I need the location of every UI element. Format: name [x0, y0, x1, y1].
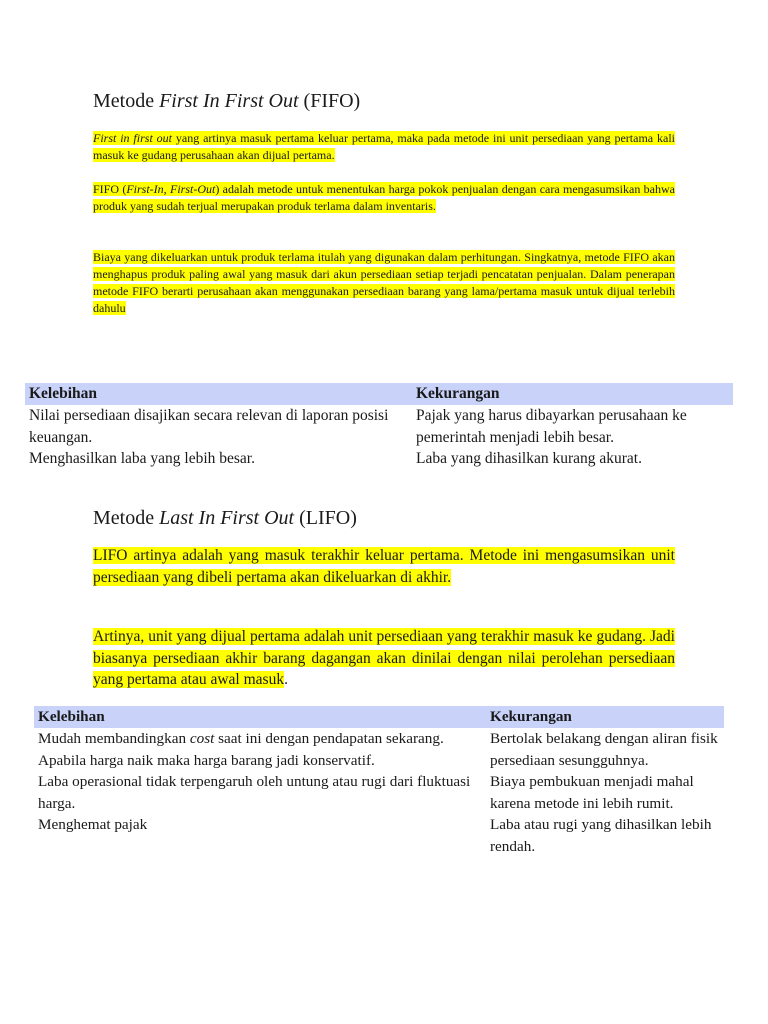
lifo-p2-end: .: [284, 671, 288, 688]
list-item: Laba yang dihasilkan kurang akurat.: [416, 450, 642, 467]
lifo-heading-pre: Metode: [93, 507, 160, 529]
fifo-paragraph-3: [93, 249, 675, 317]
fifo-heading: [93, 89, 360, 113]
list-item: Laba atau rugi yang dihasilkan lebih rendah.: [490, 816, 712, 855]
lifo-adv1-italic: cost: [189, 730, 215, 747]
lifo-paragraph-1: [93, 545, 675, 588]
list-item: Laba operasional tidak terpengaruh oleh untung atau rugi dari fluktuasi harga.: [38, 773, 471, 812]
list-item: Bertolak belakang dengan aliran fisik persediaan sesungguhnya.: [490, 730, 718, 769]
fifo-p2-post: ) adalah metode untuk menentukan harga pokok penjualan dengan cara mengasumsikan bahwa produk yang sudah terjual merupakan produk terlama dalam inventaris.: [93, 182, 675, 213]
table-row: [25, 405, 733, 470]
lifo-heading: [93, 506, 357, 530]
lifo-heading-italic: Last In First Out: [159, 507, 295, 529]
fifo-header-advantages: Kelebihan: [25, 383, 412, 405]
fifo-disadvantages-cell: [412, 405, 733, 470]
list-item: Menghasilkan laba yang lebih besar.: [29, 450, 255, 467]
fifo-advantages-cell: [25, 405, 412, 470]
fifo-p1-text: yang artinya masuk pertama keluar pertama, maka pada metode ini unit persediaan yang pertama kali masuk ke gudang perusahaan akan dijual pertama.: [93, 131, 675, 162]
table-header-row: [34, 706, 724, 728]
fifo-p3-text: Biaya yang dikeluarkan untuk produk terlama itulah yang digunakan dalam perhitungan. Singkatnya, metode FIFO akan menghapus produk paling awal yang masuk dari akun persediaan setiap terjadi pencatatan penjualan. Dalam penerapan metode FIFO berarti perusahaan akan menggunakan persediaan barang yang lama/pertama masuk untuk dijual terlebih dahulu: [93, 250, 675, 315]
lifo-adv1-post: saat ini dengan pendapatan sekarang.: [214, 730, 444, 747]
lifo-p2-text: Artinya, unit yang dijual pertama adalah unit persediaan yang terakhir masuk ke gudang. Jadi biasanya persediaan akhir barang dagangan akan dinilai dengan nilai perolehan persediaan yang pertama atau awal masuk: [93, 628, 675, 688]
fifo-heading-italic: First In First Out: [159, 90, 299, 112]
list-item: Menghemat pajak: [38, 816, 148, 833]
list-item: Apabila harga naik maka harga barang jadi konservatif.: [38, 751, 375, 769]
fifo-p1-italic: First in first out: [93, 131, 172, 145]
fifo-heading-post: (FIFO): [298, 90, 361, 112]
lifo-adv1-pre: Mudah membandingkan: [38, 730, 190, 747]
list-item: Nilai persediaan disajikan secara relevan di laporan posisi keuangan.: [29, 407, 389, 446]
lifo-heading-post: (LIFO): [294, 507, 357, 529]
lifo-comparison-table: [34, 706, 724, 857]
fifo-header-disadvantages: Kekurangan: [412, 383, 733, 405]
fifo-heading-pre: Metode: [93, 90, 160, 112]
fifo-paragraph-1: [93, 130, 675, 164]
fifo-comparison-table: [25, 383, 733, 470]
lifo-paragraph-2: [93, 626, 675, 691]
lifo-disadvantages-cell: [486, 728, 724, 857]
lifo-header-disadvantages: Kekurangan: [486, 706, 724, 728]
list-item: [38, 728, 486, 750]
list-item: Biaya pembukuan menjadi mahal karena metode ini lebih rumit.: [490, 773, 694, 812]
lifo-p1-text: LIFO artinya adalah yang masuk terakhir keluar pertama. Metode ini mengasumsikan unit persediaan yang dibeli pertama akan dikeluarkan di akhir.: [93, 547, 675, 586]
lifo-header-advantages: Kelebihan: [34, 706, 486, 728]
fifo-p2-italic: First-In, First-Out: [126, 182, 216, 196]
lifo-advantages-cell: [34, 728, 486, 857]
fifo-p2-pre: FIFO (: [93, 182, 127, 196]
table-row: [34, 728, 724, 857]
fifo-paragraph-2: [93, 181, 675, 215]
table-header-row: [25, 383, 733, 405]
list-item: Pajak yang harus dibayarkan perusahaan ke pemerintah menjadi lebih besar.: [416, 407, 687, 446]
